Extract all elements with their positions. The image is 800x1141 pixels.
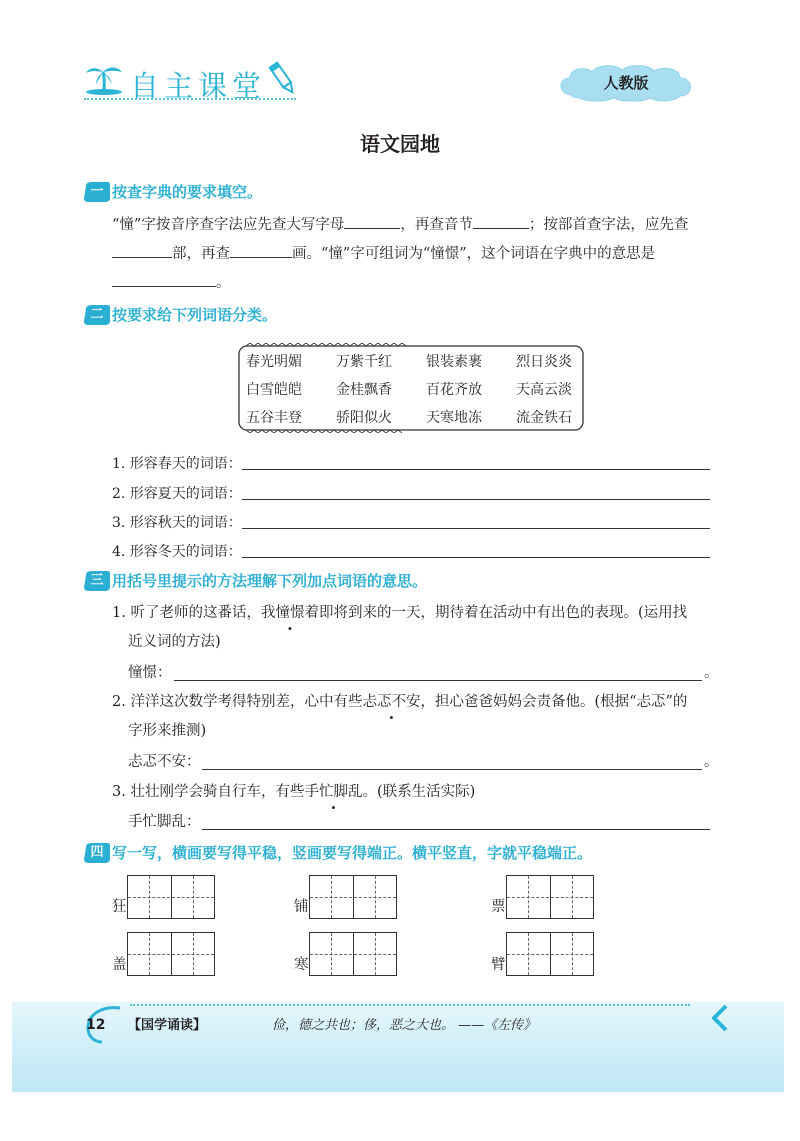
answer-line[interactable] bbox=[202, 829, 710, 830]
s3-q1-line-1 bbox=[112, 601, 687, 625]
writing-grid[interactable] bbox=[127, 932, 215, 976]
word-item: 天高云淡 bbox=[516, 382, 572, 398]
section-number: 一 bbox=[90, 184, 104, 199]
section-title: 用括号里提示的方法理解下列加点词语的意思。 bbox=[112, 572, 428, 590]
word-item: 万紫千红 bbox=[336, 354, 392, 370]
practice-char: 铺 bbox=[294, 899, 309, 915]
s2-question-2: 2. 形容夏天的词语： bbox=[112, 486, 242, 502]
s2-question-4: 4. 形容冬天的词语： bbox=[112, 544, 242, 560]
practice-char: 寒 bbox=[294, 957, 309, 973]
fill-blank[interactable] bbox=[344, 214, 400, 229]
word-item: 白雪皑皑 bbox=[246, 382, 302, 398]
s2-question-3: 3. 形容秋天的词语： bbox=[112, 515, 242, 531]
palm-tree-icon bbox=[84, 62, 128, 96]
pencil-icon bbox=[268, 58, 298, 98]
section-4-heading bbox=[84, 843, 704, 865]
s1-text: 。 bbox=[216, 275, 231, 291]
answer-line[interactable] bbox=[242, 499, 710, 500]
s1-text: 部，再查 bbox=[172, 246, 230, 262]
s1-line-1 bbox=[112, 213, 688, 237]
writing-grid[interactable] bbox=[506, 932, 594, 976]
word-item: 烈日炎炎 bbox=[516, 354, 572, 370]
word-item: 五谷丰登 bbox=[246, 410, 302, 426]
answer-line[interactable] bbox=[202, 769, 702, 770]
fill-blank[interactable] bbox=[112, 243, 172, 258]
word-item: 天寒地冻 bbox=[426, 410, 482, 426]
word-item: 骄阳似火 bbox=[336, 410, 392, 426]
word-item: 流金铁石 bbox=[516, 410, 572, 426]
section-1-heading bbox=[84, 182, 684, 204]
end-mark: 。 bbox=[704, 754, 719, 770]
footer-tag: 【国学诵读】 bbox=[128, 1018, 207, 1033]
answer-line[interactable] bbox=[242, 528, 710, 529]
answer-line[interactable] bbox=[174, 680, 702, 681]
writing-grid[interactable] bbox=[127, 875, 215, 919]
page-number: 12 bbox=[86, 1017, 106, 1033]
dotted-word: 手忙脚乱 bbox=[304, 784, 363, 800]
s3-q3-line-1 bbox=[112, 780, 475, 804]
writing-grid[interactable] bbox=[506, 875, 594, 919]
writing-grid[interactable] bbox=[309, 932, 397, 976]
answer-line[interactable] bbox=[242, 469, 710, 470]
fill-blank[interactable] bbox=[112, 272, 216, 287]
s3-text: ，担心爸爸妈妈会责备他。(根据“忐忑”的 bbox=[420, 694, 688, 710]
s3-q2-line-1 bbox=[112, 690, 687, 714]
s1-text: 画。“憧”字可组词为“憧憬”，这个词语在字典中的意思是 bbox=[292, 246, 656, 262]
fill-blank[interactable] bbox=[473, 214, 529, 229]
s3-q2-answer-label: 忐忑不安： bbox=[128, 754, 201, 770]
practice-char: 票 bbox=[491, 899, 506, 915]
s3-text: 2. 洋洋这次数学考得特别差，心中有些 bbox=[112, 694, 363, 710]
s3-q1-line-2: 近义词的方法) bbox=[128, 634, 221, 650]
word-item: 金桂飘香 bbox=[336, 382, 392, 398]
section-2-heading bbox=[84, 305, 684, 327]
word-item: 春光明媚 bbox=[246, 354, 302, 370]
s3-text: 1. 听了老师的这番话，我 bbox=[112, 605, 276, 621]
section-number: 三 bbox=[90, 573, 104, 588]
dotted-word: 憧憬 bbox=[275, 605, 305, 621]
section-title: 按查字典的要求填空。 bbox=[112, 183, 263, 201]
s1-text: ；按部首查字法，应先查 bbox=[528, 217, 689, 233]
s2-question-1: 1. 形容春天的词语： bbox=[112, 456, 242, 472]
s3-text: 着即将到来的一天，期待着在活动中有出色的表现。(运用找 bbox=[304, 605, 688, 621]
word-box bbox=[236, 343, 586, 433]
word-item: 银装素裹 bbox=[426, 354, 482, 370]
brand-title: 自主课堂 bbox=[130, 69, 267, 103]
s3-text: 。(联系生活实际) bbox=[362, 784, 476, 800]
footer-quote: 俭，德之共也；侈，恶之大也。 ——《左传》 bbox=[272, 1018, 537, 1033]
answer-line[interactable] bbox=[242, 557, 710, 558]
s3-q1-answer-label: 憧憬： bbox=[128, 665, 172, 681]
section-number: 二 bbox=[90, 307, 104, 322]
chevron-left-icon bbox=[708, 1004, 732, 1032]
practice-char: 狂 bbox=[112, 899, 127, 915]
dotted-word: 忐忑不安 bbox=[362, 694, 421, 710]
edition-label: 人教版 bbox=[603, 74, 649, 92]
practice-char: 盖 bbox=[112, 957, 127, 973]
section-title: 写一写，横画要写得平稳，竖画要写得端正。横平竖直，字就平稳端正。 bbox=[112, 844, 593, 862]
section-title: 按要求给下列词语分类。 bbox=[112, 306, 278, 324]
s3-q3-answer-label: 手忙脚乱： bbox=[128, 814, 201, 830]
word-item: 百花齐放 bbox=[426, 382, 482, 398]
s3-q2-line-2: 字形来推测) bbox=[128, 723, 207, 739]
writing-grid[interactable] bbox=[309, 875, 397, 919]
footer-dotted-line bbox=[130, 1004, 690, 1006]
fill-blank[interactable] bbox=[230, 243, 292, 258]
section-number: 四 bbox=[90, 845, 104, 860]
header-dotted-line bbox=[84, 98, 296, 100]
s1-text: “憧”字按音序查字法应先查大写字母 bbox=[112, 217, 345, 233]
end-mark: 。 bbox=[704, 665, 719, 681]
s3-text: 3. 壮壮刚学会骑自行车，有些 bbox=[112, 784, 305, 800]
section-3-heading bbox=[84, 571, 704, 593]
practice-char: 臂 bbox=[491, 957, 506, 973]
page-title: 语文园地 bbox=[360, 132, 440, 156]
s1-line-3 bbox=[112, 271, 231, 295]
s1-text: ，再查音节 bbox=[400, 217, 473, 233]
s1-line-2 bbox=[112, 242, 655, 266]
